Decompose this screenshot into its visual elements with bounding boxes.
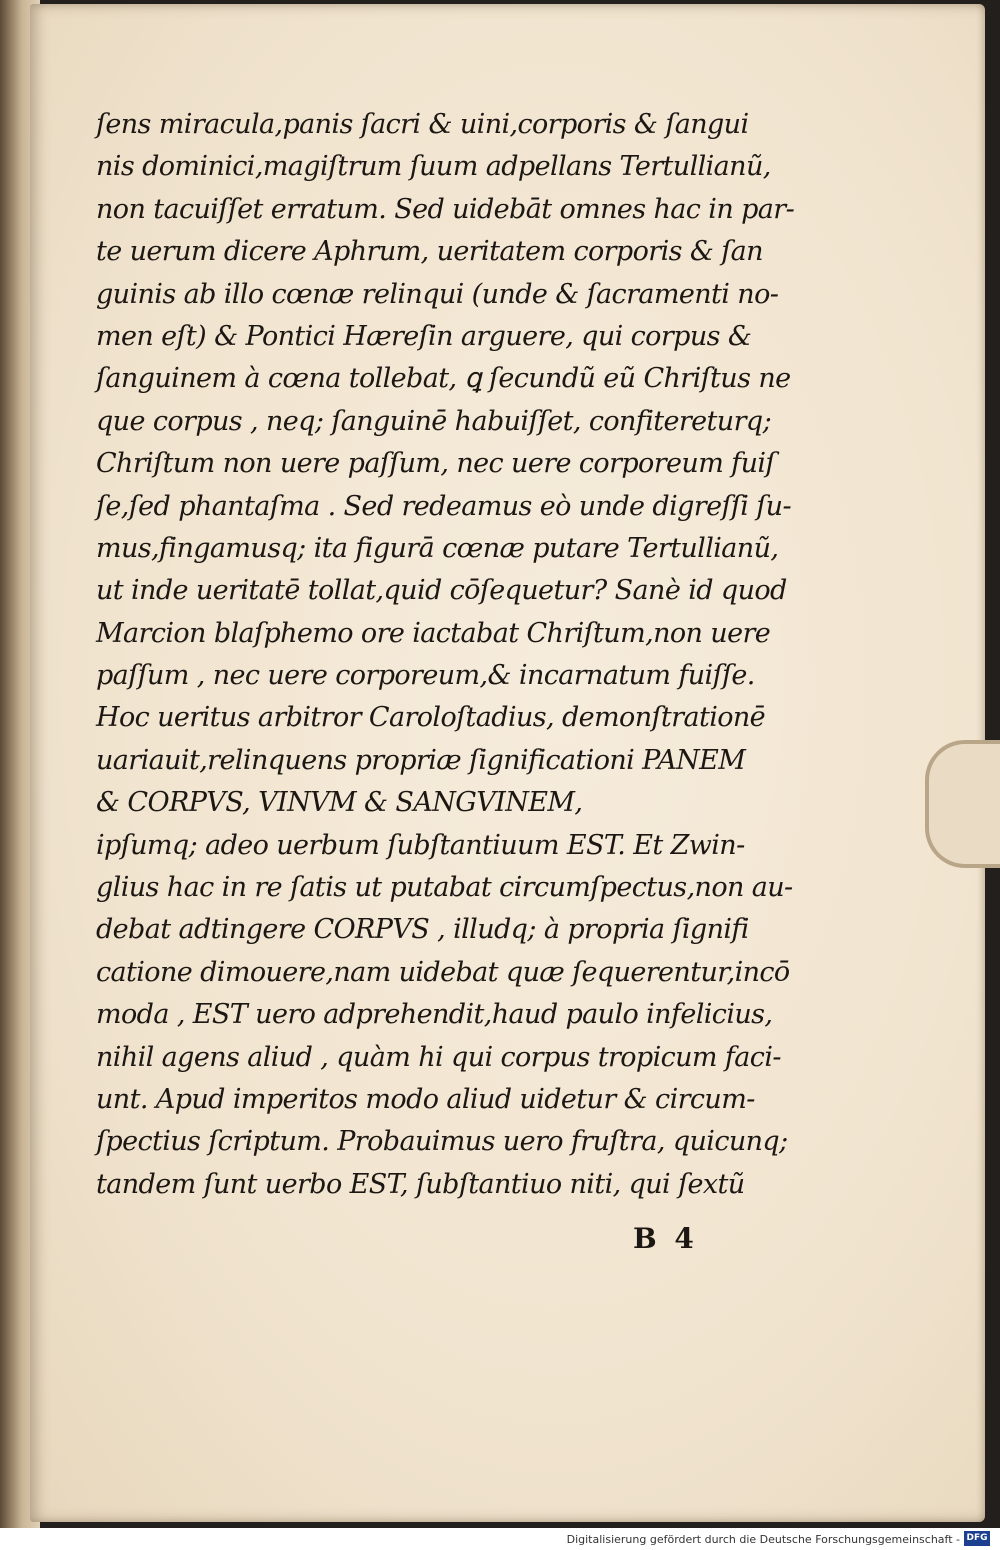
text-line: paſſum , nec uere corporeum,& incarnatum fuiſſe. <box>96 660 755 692</box>
text-line: men eſt) & Pontici Hæreſin arguere, qui corpus & <box>96 320 752 352</box>
text-line: ipſumq; adeo uerbum ſubſtantiuum EST. Et Zwin- <box>96 829 745 861</box>
text-line: ſens miracula,panis ſacri & uini,corporis & ſangui <box>96 109 749 140</box>
text-line: glius hac in re ſatis ut putabat circumſpectus,non au- <box>96 872 793 904</box>
text-line: unt. Apud imperitos modo aliud uidetur & circum- <box>96 1083 755 1115</box>
clasp-tab <box>925 740 1000 868</box>
text-line: ſe,ſed phantaſma . Sed redeamus eò unde digreſſi ſu- <box>96 490 791 522</box>
body-text <box>96 104 795 1206</box>
signature-mark: B 4 <box>633 1222 698 1255</box>
digitization-credit: Digitalisierung gefördert durch die Deutsche Forschungsgemeinschaft - <box>566 1533 960 1546</box>
text-line: ut inde ueritatē tollat,quid cōſequetur? Sanè id quod <box>96 575 787 607</box>
text-line: nihil agens aliud , quàm hi qui corpus tropicum faci- <box>96 1041 781 1073</box>
text-line: ſpectius ſcriptum. Probauimus uero fruſtra, quicunq; <box>96 1126 788 1158</box>
dfg-logo-icon: DFG <box>964 1531 990 1546</box>
text-line: non tacuiſſet erratum. Sed uidebāt omnes hac in par- <box>96 193 795 225</box>
text-line: guinis ab illo cœnæ relinqui (unde & ſacramenti no- <box>96 278 779 310</box>
text-line: catione dimouere,nam uidebat quæ ſequerentur,incō <box>96 956 790 988</box>
text-line: ſanguinem à cœna tollebat, ꝗ ſecundũ eũ Chriſtus ne <box>96 363 791 395</box>
text-line: que corpus , neq; ſanguinē habuiſſet, confitereturq; <box>96 405 772 437</box>
text-line: debat adtingere CORPVS , illudq; à propria ſignifi <box>96 914 749 946</box>
text-line: te uerum dicere Aphrum, ueritatem corporis & ſan <box>96 236 763 268</box>
text-line: moda , EST uero adprehendit,haud paulo infelicius, <box>96 999 773 1031</box>
text-line: Hoc ueritus arbitror Caroloſtadius, demonſtrationē <box>96 702 766 734</box>
text-line: Marcion blaſphemo ore iactabat Chriſtum,non uere <box>96 617 771 649</box>
text-line: nis dominici,magiſtrum ſuum adpellans Tertullianũ, <box>96 151 771 183</box>
text-line: Chriſtum non uere paſſum, nec uere corporeum fuiſ <box>96 448 775 480</box>
text-line: tandem ſunt uerbo EST, ſubſtantiuo niti, qui ſextũ <box>96 1168 745 1200</box>
text-line: mus,fingamusq; ita figurā cœnæ putare Tertullianũ, <box>96 532 779 564</box>
text-line: & CORPVS, VINVM & SANGVINEM, <box>96 787 583 819</box>
text-line: uariauit,relinquens propriæ ſignificationi PANEM <box>96 744 746 776</box>
